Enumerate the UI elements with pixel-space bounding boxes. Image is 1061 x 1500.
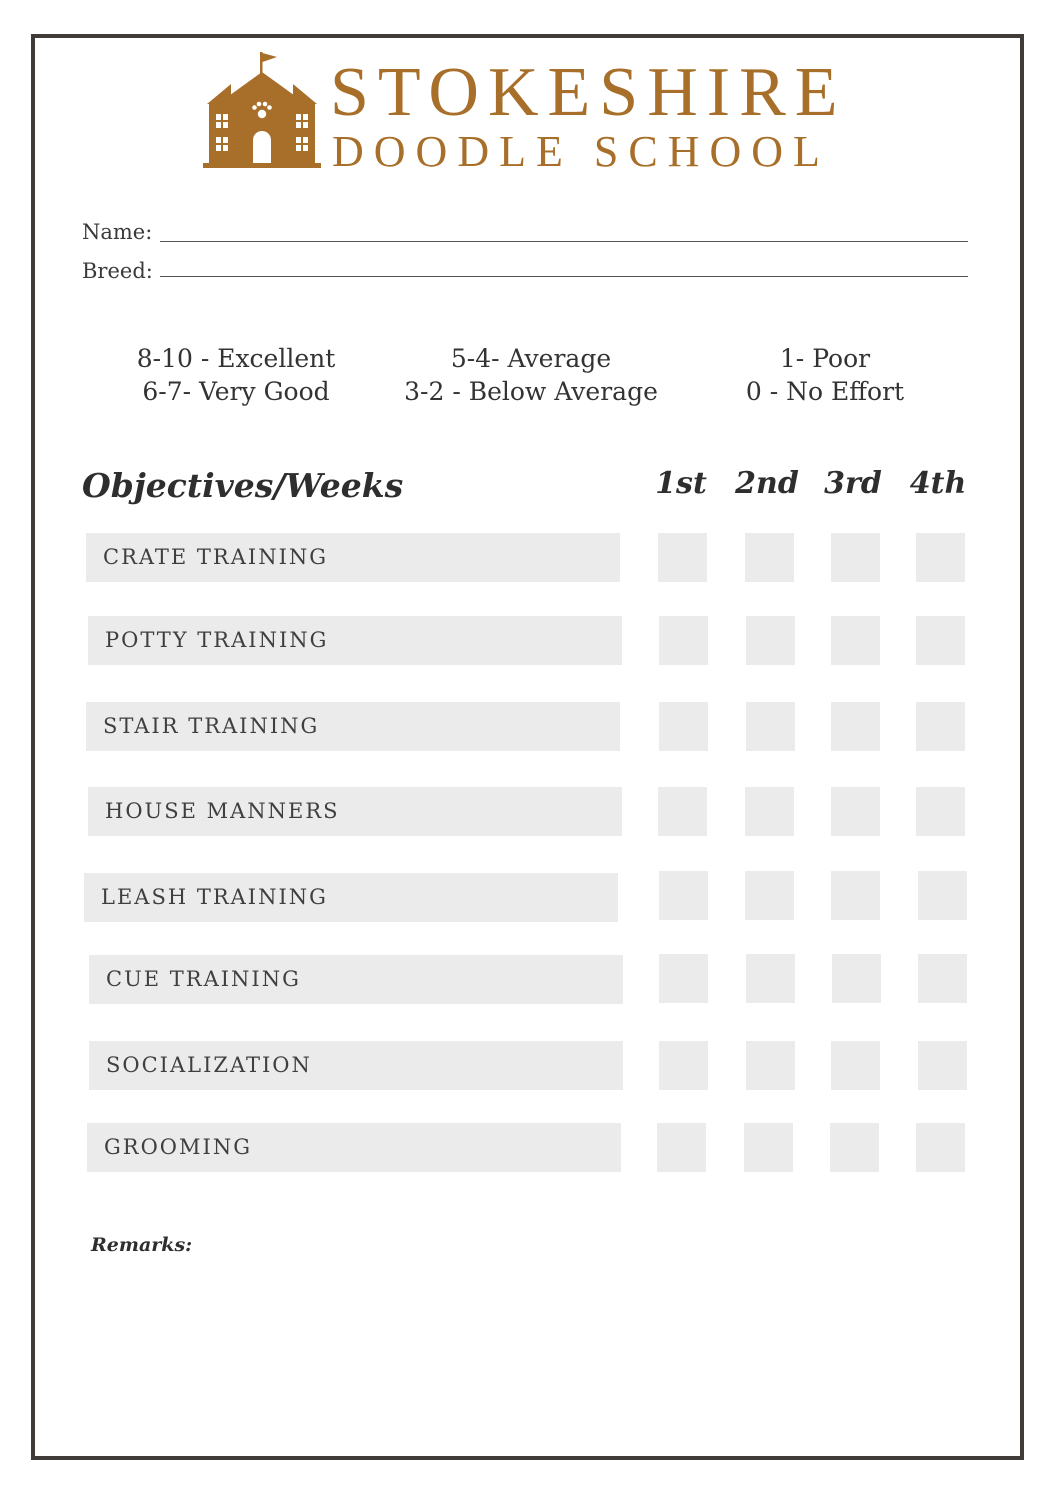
objective-row bbox=[86, 533, 620, 582]
remarks-label: Remarks: bbox=[91, 1234, 193, 1256]
score-box-week3[interactable] bbox=[830, 1123, 879, 1172]
week-header-1: 1st bbox=[655, 466, 707, 501]
score-box-week2[interactable] bbox=[746, 954, 795, 1003]
score-box-week1[interactable] bbox=[657, 1123, 706, 1172]
objective-row bbox=[87, 1123, 621, 1172]
score-box-week1[interactable] bbox=[658, 533, 707, 582]
objective-label: HOUSE MANNERS bbox=[105, 799, 340, 823]
score-box-week3[interactable] bbox=[831, 533, 880, 582]
score-box-week1[interactable] bbox=[659, 616, 708, 665]
score-box-week4[interactable] bbox=[918, 871, 967, 920]
objective-label: LEASH TRAINING bbox=[101, 885, 328, 909]
legend-mid bbox=[400, 342, 662, 408]
legend-item: 1- Poor bbox=[779, 344, 871, 373]
breed-field[interactable] bbox=[160, 276, 968, 277]
score-box-week3[interactable] bbox=[831, 1041, 880, 1090]
score-box-week1[interactable] bbox=[659, 954, 708, 1003]
score-box-week4[interactable] bbox=[916, 1123, 965, 1172]
score-box-week1[interactable] bbox=[659, 702, 708, 751]
objective-label: CRATE TRAINING bbox=[103, 545, 329, 569]
objective-row bbox=[86, 702, 620, 751]
score-box-week2[interactable] bbox=[746, 1041, 795, 1090]
objective-label: SOCIALIZATION bbox=[106, 1053, 312, 1077]
schoolhouse-logo-icon bbox=[203, 52, 321, 170]
score-box-week1[interactable] bbox=[659, 1041, 708, 1090]
score-box-week2[interactable] bbox=[745, 533, 794, 582]
objective-row bbox=[88, 787, 622, 836]
legend-item: 0 - No Effort bbox=[745, 377, 905, 406]
legend-item: 5-4- Average bbox=[450, 344, 612, 373]
score-box-week3[interactable] bbox=[831, 871, 880, 920]
score-box-week4[interactable] bbox=[916, 533, 965, 582]
score-box-week4[interactable] bbox=[918, 1041, 967, 1090]
score-box-week2[interactable] bbox=[746, 702, 795, 751]
objective-label: GROOMING bbox=[104, 1135, 252, 1159]
score-box-week2[interactable] bbox=[745, 871, 794, 920]
score-box-week4[interactable] bbox=[916, 702, 965, 751]
objective-row bbox=[88, 616, 622, 665]
week-header-3: 3rd bbox=[824, 466, 882, 501]
score-box-week4[interactable] bbox=[918, 954, 967, 1003]
objective-row bbox=[89, 955, 623, 1004]
objective-row bbox=[84, 873, 618, 922]
score-box-week3[interactable] bbox=[832, 954, 881, 1003]
score-box-week3[interactable] bbox=[831, 616, 880, 665]
score-box-week2[interactable] bbox=[744, 1123, 793, 1172]
score-box-week3[interactable] bbox=[831, 702, 880, 751]
objective-label: STAIR TRAINING bbox=[103, 714, 320, 738]
week-header-4: 4th bbox=[909, 466, 967, 501]
score-box-week2[interactable] bbox=[746, 616, 795, 665]
objective-label: POTTY TRAINING bbox=[105, 628, 329, 652]
name-field[interactable] bbox=[160, 241, 968, 242]
score-box-week1[interactable] bbox=[659, 871, 708, 920]
legend-item: 6-7- Very Good bbox=[142, 377, 330, 406]
name-label: Name: bbox=[82, 220, 153, 244]
legend-item: 8-10 - Excellent bbox=[136, 344, 336, 373]
legend-high bbox=[118, 342, 354, 408]
week-header-2: 2nd bbox=[735, 466, 799, 501]
objective-row bbox=[89, 1041, 623, 1090]
score-box-week4[interactable] bbox=[916, 616, 965, 665]
objective-label: CUE TRAINING bbox=[106, 967, 301, 991]
legend-low bbox=[730, 342, 920, 408]
score-box-week4[interactable] bbox=[916, 787, 965, 836]
brand-subtitle: DOODLE SCHOOL bbox=[332, 127, 830, 176]
score-box-week1[interactable] bbox=[658, 787, 707, 836]
score-box-week3[interactable] bbox=[831, 787, 880, 836]
legend-item: 3-2 - Below Average bbox=[404, 377, 658, 406]
breed-label: Breed: bbox=[82, 259, 153, 283]
score-box-week2[interactable] bbox=[745, 787, 794, 836]
objectives-heading: Objectives/Weeks bbox=[82, 466, 404, 505]
brand-name: STOKESHIRE bbox=[330, 54, 847, 131]
